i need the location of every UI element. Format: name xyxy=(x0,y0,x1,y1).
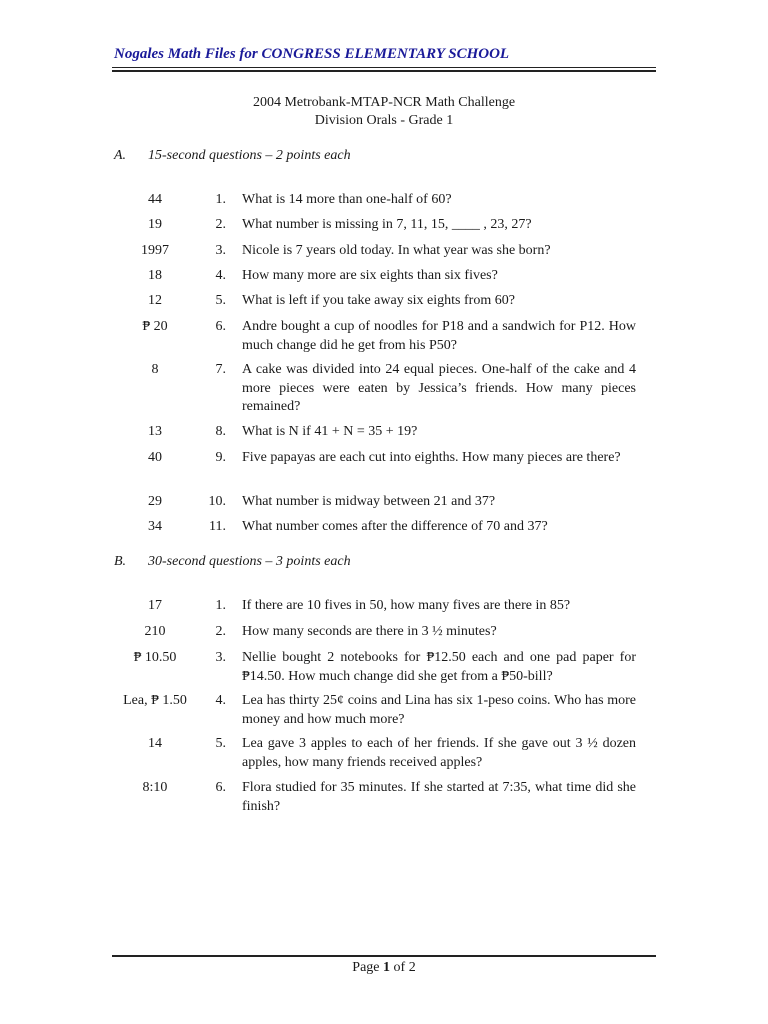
question-text: A cake was divided into 24 equal pieces. One-half of the cake and 4 more pieces were eaten by Jessica’s friends. How many pieces remained? xyxy=(242,362,636,414)
question-row xyxy=(112,779,656,816)
answer-cell: 34 xyxy=(148,519,162,534)
answer-cell: 1997 xyxy=(141,243,169,258)
footer-of-word: of xyxy=(390,960,409,975)
footer-rule xyxy=(112,955,656,957)
question-number: 1. xyxy=(215,192,226,207)
header-rule-thick xyxy=(112,70,656,72)
document-title: 2004 Metrobank-MTAP-NCR Math Challenge xyxy=(252,95,516,110)
question-row xyxy=(112,267,656,286)
question-row xyxy=(112,649,656,686)
question-row xyxy=(112,692,656,729)
question-number: 1. xyxy=(215,598,226,613)
header-school-name: CONGRESS ELEMENTARY SCHOOL xyxy=(261,46,510,62)
question-text: What number is missing in 7, 11, 15, ____ , 23, 27? xyxy=(242,217,532,232)
question-row xyxy=(112,597,656,616)
question-number: 6. xyxy=(215,319,226,334)
question-row xyxy=(112,191,656,210)
answer-cell: 14 xyxy=(148,736,162,751)
question-text: What number is midway between 21 and 37? xyxy=(242,494,496,509)
question-text: If there are 10 fives in 50, how many fives are there in 85? xyxy=(242,598,571,613)
question-row xyxy=(112,361,656,417)
question-row xyxy=(112,242,656,261)
answer-cell: 40 xyxy=(148,450,162,465)
answer-cell: 8 xyxy=(151,362,159,377)
question-text: Flora studied for 35 minutes. If she started at 7:35, what time did she finish? xyxy=(242,780,636,814)
question-number: 4. xyxy=(215,268,226,283)
answer-cell: 29 xyxy=(148,494,162,509)
question-text: What is left if you take away six eights from 60? xyxy=(242,293,515,308)
footer-page-total: 2 xyxy=(408,960,416,975)
question-number: 11. xyxy=(209,519,226,534)
section-label: 15-second questions – 2 points each xyxy=(148,148,351,163)
question-number: 7. xyxy=(215,362,226,377)
question-number: 9. xyxy=(215,450,226,465)
answer-cell: Lea, ₱ 1.50 xyxy=(123,693,187,708)
answer-cell: 19 xyxy=(148,217,162,232)
section-letter: A. xyxy=(114,148,127,163)
question-text: Andre bought a cup of noodles for P18 and a sandwich for P12. How much change did he get from his P50? xyxy=(242,319,636,353)
question-text: What is N if 41 + N = 35 + 19? xyxy=(242,424,418,439)
section-a-heading xyxy=(114,148,351,164)
question-number: 6. xyxy=(215,780,226,795)
footer-page-number: 1 xyxy=(383,960,391,975)
section-label: 30-second questions – 3 points each xyxy=(148,554,351,569)
question-number: 8. xyxy=(215,424,226,439)
answer-cell: 18 xyxy=(148,268,162,283)
question-row xyxy=(112,216,656,235)
header-rule-thin xyxy=(112,67,656,68)
question-number: 4. xyxy=(215,693,226,708)
question-text: Five papayas are each cut into eighths. How many pieces are there? xyxy=(242,450,621,465)
answer-cell: 210 xyxy=(144,624,166,639)
answer-cell: 12 xyxy=(148,293,162,308)
question-text: What is 14 more than one-half of 60? xyxy=(242,192,452,207)
question-text: Lea gave 3 apples to each of her friends. If she gave out 3 ½ dozen apples, how many friends received apples? xyxy=(242,736,636,770)
question-text: What number comes after the difference of 70 and 37? xyxy=(242,519,548,534)
footer-page-word: Page xyxy=(352,960,384,975)
question-row xyxy=(112,292,656,311)
question-number: 2. xyxy=(215,624,226,639)
answer-cell: ₱ 20 xyxy=(142,319,168,334)
section-b-heading xyxy=(114,554,351,570)
question-row xyxy=(112,449,656,468)
question-number: 10. xyxy=(208,494,226,509)
question-text: Lea has thirty 25¢ coins and Lina has six 1-peso coins. Who has more money and how much more? xyxy=(242,693,636,727)
document-subtitle: Division Orals - Grade 1 xyxy=(314,113,454,128)
question-row xyxy=(112,318,656,355)
question-text: How many seconds are there in 3 ½ minutes? xyxy=(242,624,497,639)
question-text: How many more are six eights than six fives? xyxy=(242,268,498,283)
question-row xyxy=(112,735,656,772)
question-number: 3. xyxy=(215,243,226,258)
page-footer xyxy=(112,960,656,976)
question-number: 2. xyxy=(215,217,226,232)
document-header xyxy=(114,46,509,63)
question-number: 3. xyxy=(215,650,226,665)
header-prefix: Nogales Math Files for xyxy=(114,46,262,62)
question-text: Nellie bought 2 notebooks for ₱12.50 each and one pad paper for ₱14.50. How much change did she get from a ₱50-bill? xyxy=(242,650,636,684)
answer-cell: 8:10 xyxy=(142,780,168,795)
answer-cell: 13 xyxy=(148,424,162,439)
question-row xyxy=(112,493,656,512)
section-letter: B. xyxy=(114,554,127,569)
question-row xyxy=(112,518,656,537)
answer-cell: 44 xyxy=(148,192,162,207)
question-number: 5. xyxy=(215,293,226,308)
answer-cell: ₱ 10.50 xyxy=(133,650,177,665)
question-number: 5. xyxy=(215,736,226,751)
question-row xyxy=(112,423,656,442)
question-text: Nicole is 7 years old today. In what year was she born? xyxy=(242,243,551,258)
answer-cell: 17 xyxy=(148,598,162,613)
question-row xyxy=(112,623,656,642)
